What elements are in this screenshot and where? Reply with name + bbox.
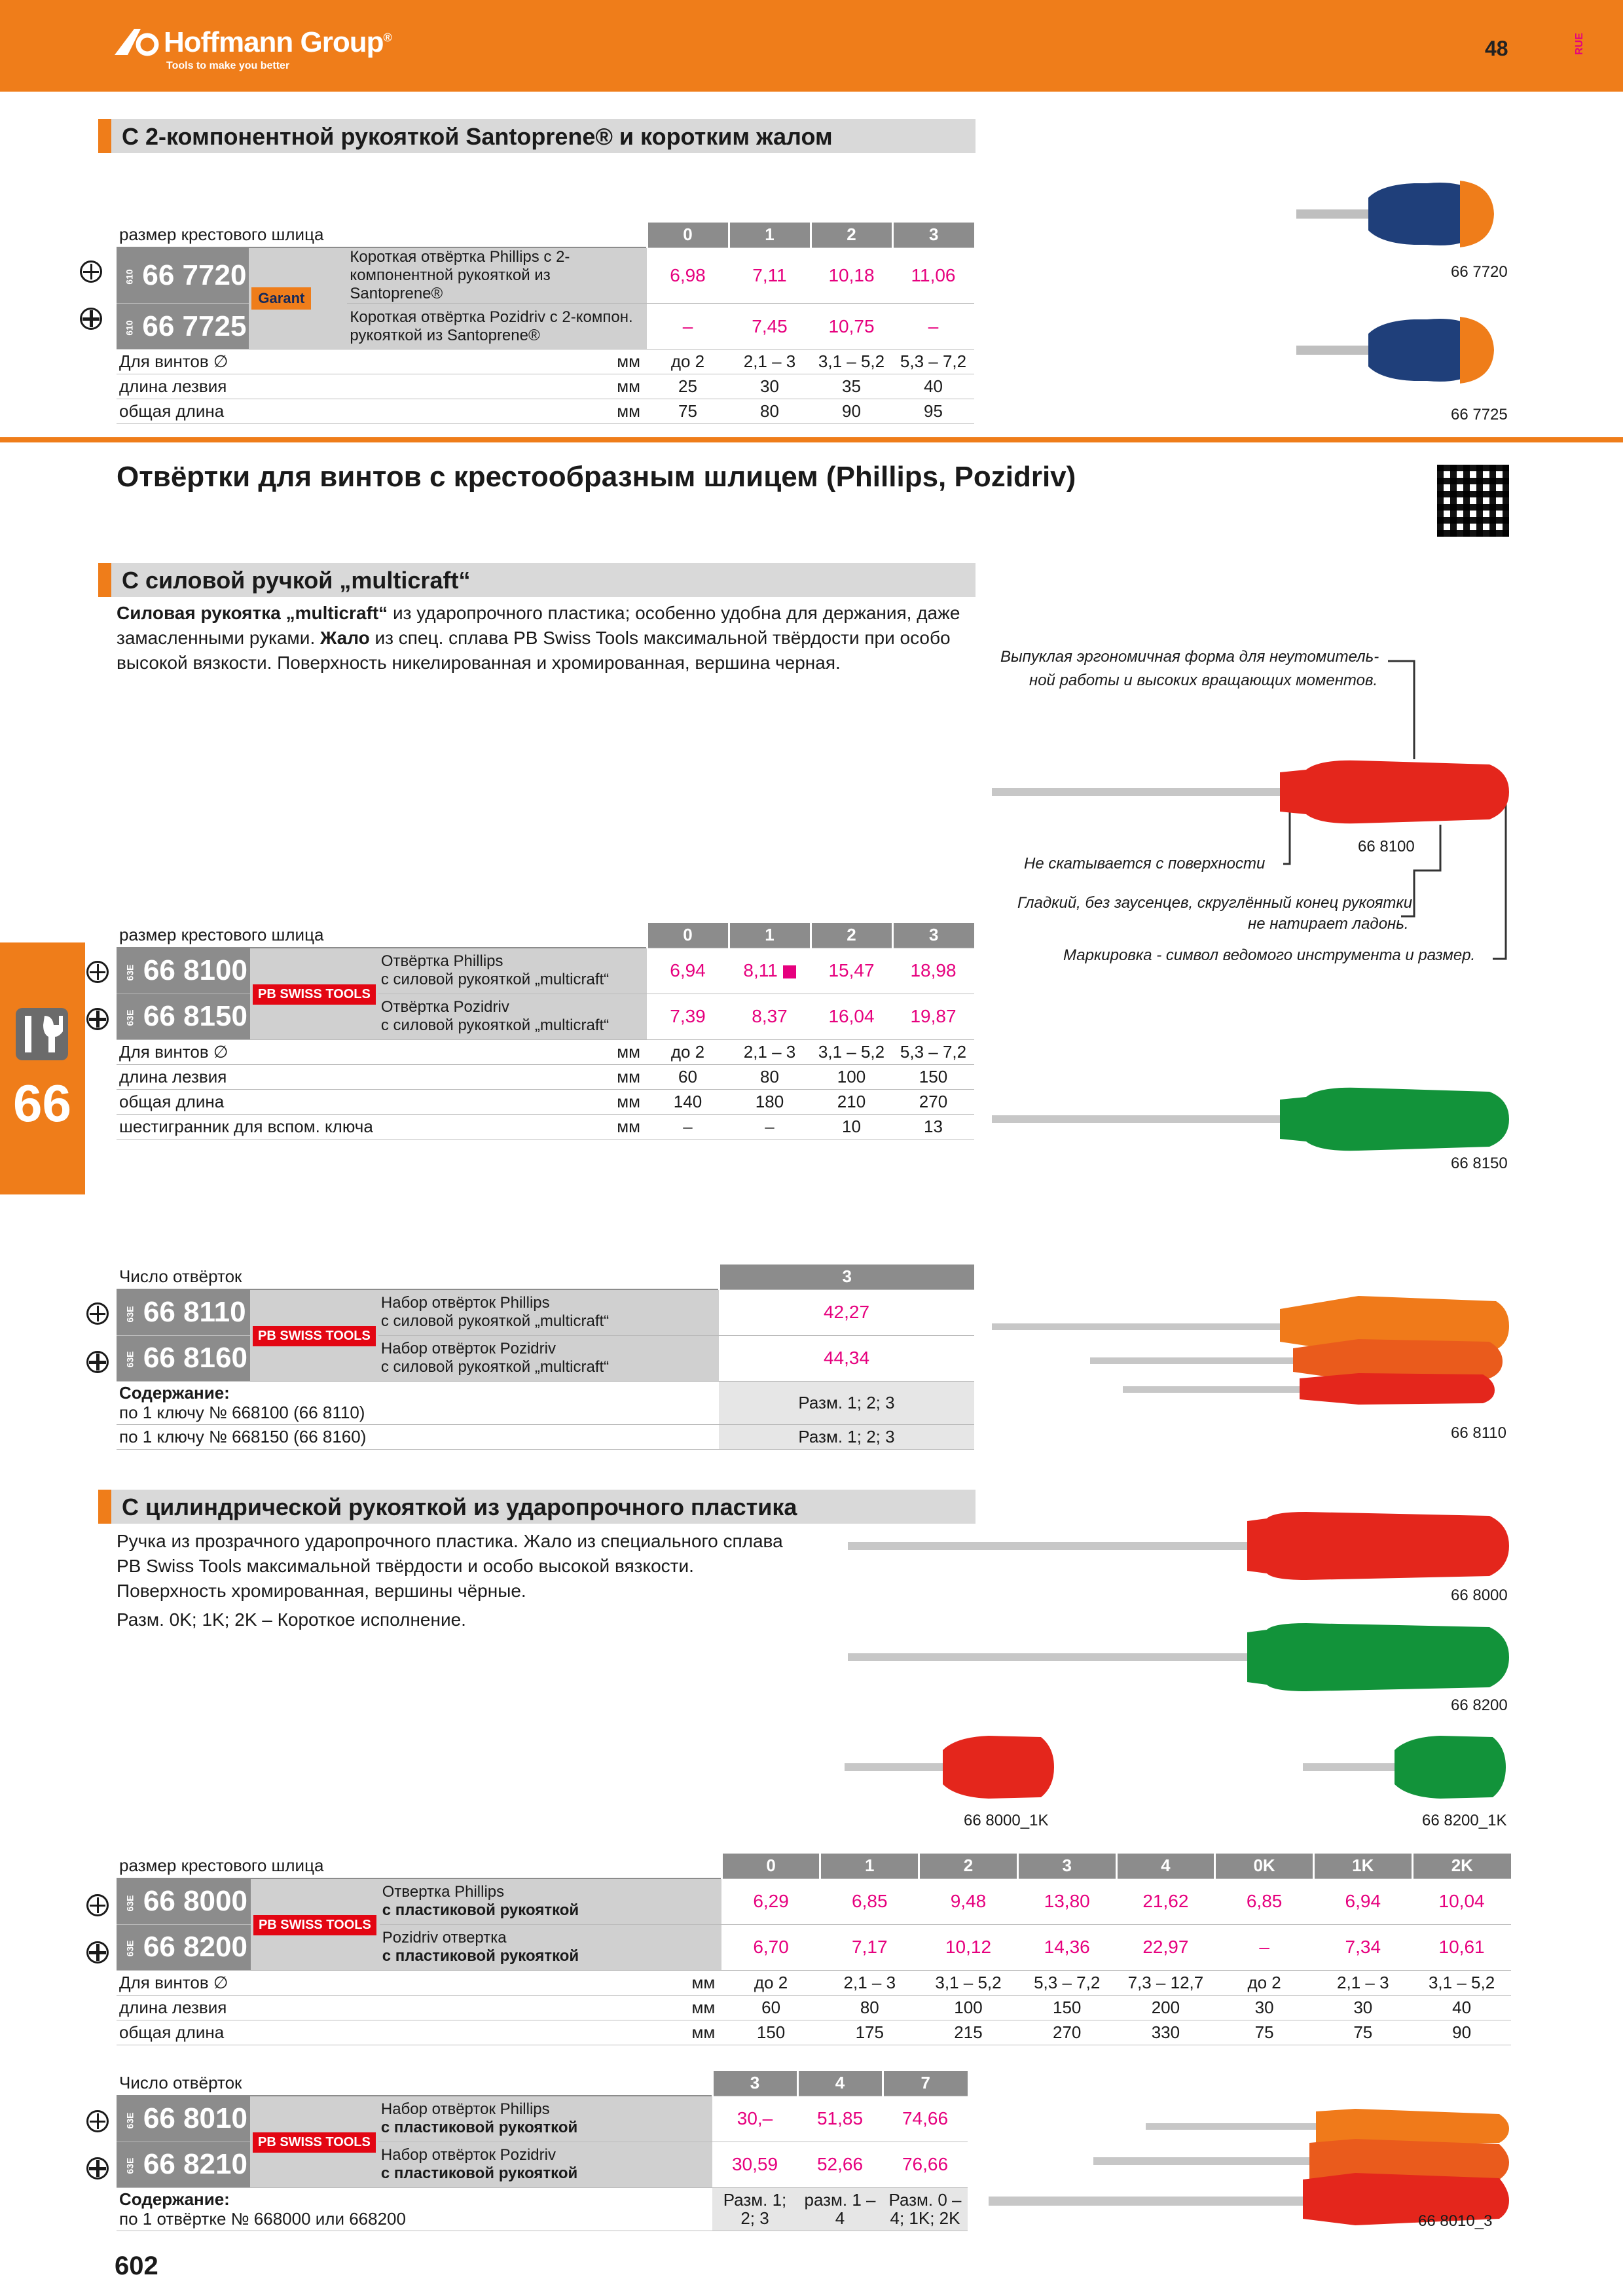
language-tag: RUE: [1574, 33, 1585, 55]
phillips-icon: [86, 2110, 109, 2132]
screwdriver-668000-1k-image: [845, 1728, 1061, 1806]
product-row[interactable]: 63E 66 8200 Pozidriv отвертка с пластиковой рукояткой 6,70 7,17 10,12 14,36 22,97 – 7,34 10,61: [117, 1924, 1511, 1970]
image-caption: 66 8000: [1451, 1587, 1508, 1604]
product-code[interactable]: 63E 66 8000: [117, 1878, 251, 1924]
product-desc: Отвёртка Phillips с силовой рукояткой „multicraft“: [378, 948, 647, 994]
contents-row: по 1 ключу № 668150 (66 8160) Разм. 1; 2; 3: [117, 1424, 974, 1449]
product-desc: Отвертка Phillips с пластиковой рукояткой: [380, 1878, 721, 1924]
image-caption: 66 8110: [1451, 1424, 1506, 1442]
section2-heading: С силовой ручкой „multicraft“: [98, 563, 976, 597]
spec-row: Для винтов ∅ мм до 2 2,1 – 3 3,1 – 5,2 5,3 – 7,2 7,3 – 12,7 до 2 2,1 – 3 3,1 – 5,2: [117, 1970, 1511, 1995]
price: 10,75: [811, 304, 892, 350]
section3-note: Разм. 0K; 1K; 2K – Короткое исполнение.: [117, 1609, 466, 1630]
size-col: 1: [729, 223, 811, 247]
pozidriv-icon: [80, 308, 102, 330]
price: –: [647, 304, 729, 350]
product-code[interactable]: 610 66 7720: [117, 247, 249, 304]
price: –: [892, 304, 974, 350]
product-row[interactable]: 63E 66 8000 PB SWISS TOOLS Отвертка Phillips с пластиковой рукояткой 6,29 6,85 9,48 13,80 21,62 6,85 6,94 10,04: [117, 1878, 1511, 1924]
page-title: Отвёртки для винтов с крестообразным шлицем (Phillips, Pozidriv): [117, 461, 1076, 493]
divider: [0, 437, 1623, 442]
pozidriv-icon: [86, 1941, 109, 1964]
pozidriv-icon: [86, 1008, 109, 1030]
chapter-number: 66: [13, 1074, 71, 1132]
product-row[interactable]: 63E 66 8150 Отвёртка Pozidriv с силовой рукояткой „multicraft“ 7,39 8,37 16,04 19,87: [117, 994, 974, 1039]
price: 7,11: [729, 247, 811, 304]
section2-set-table: Число отвёрток 3 63E 66 8110 PB SWISS TOOLS Набор отвёрток Phillips с силовой рукояткой „multicraft“ 42,27 63E 66 8160 Набор отвёрток Pozidriv с силовой рукояткой „multicraft“ 44,34 Содержание: по 1 ключу № 668100 (66 8110) Разм. 1; 2; 3 по 1 ключу № 668150 (66 8160) Разм. 1; 2; 3: [117, 1265, 974, 1450]
feature-note: не натирает ладонь.: [1248, 915, 1409, 933]
product-code[interactable]: 63E 66 8150: [117, 994, 250, 1039]
contents-row: Содержание: по 1 ключу № 668100 (66 8110) Разм. 1; 2; 3: [117, 1381, 974, 1424]
image-caption: 66 8010_3: [1418, 2212, 1493, 2230]
price: 7,45: [729, 304, 811, 350]
spec-row: Для винтов ∅ мм до 2 2,1 – 3 3,1 – 5,2 5,3 – 7,2: [117, 1039, 974, 1064]
phillips-icon: [80, 260, 102, 283]
product-row[interactable]: [117, 304, 974, 350]
size-col: 3: [892, 223, 974, 247]
pozidriv-icon: [86, 2157, 109, 2179]
qr-code-icon[interactable]: [1437, 465, 1509, 537]
brand-name: Hoffmann Group®: [164, 26, 392, 58]
product-row[interactable]: [117, 247, 974, 304]
product-code[interactable]: 63E 66 8110: [117, 1289, 250, 1335]
product-row[interactable]: 63E 66 8110 PB SWISS TOOLS Набор отвёрток Phillips с силовой рукояткой „multicraft“ 42,27: [117, 1289, 974, 1335]
pb-swiss-logo: PB SWISS TOOLS: [250, 2096, 378, 2187]
section2-description: Силовая рукоятка „multicraft“ из ударопрочного пластика; особенно удобна для держания, даже замасленными руками. Жало из спец. сплава PB Swiss Tools максимальной твёрдости при особо высокой вязкости. Поверхность никелированная и хромированная, вершина черная.: [117, 603, 960, 673]
spec-row: шестигранник для вспом. ключа мм – – 10 13: [117, 1114, 974, 1139]
screwdriver-668200-1k-image: [1303, 1728, 1512, 1806]
product-desc: Набор отвёрток Pozidriv с пластиковой рукояткой: [378, 2142, 712, 2187]
size-label: размер крестового шлица: [117, 223, 647, 247]
product-row[interactable]: 63E 66 8100 PB SWISS TOOLS Отвёртка Phillips с силовой рукояткой „multicraft“ 6,94 8,11 15,47 18,98: [117, 948, 974, 994]
size-col: 2: [811, 223, 892, 247]
spec-row: общая длина мм 140 180 210 270: [117, 1089, 974, 1114]
product-code[interactable]: 610 66 7725: [117, 304, 249, 350]
screwdriver-668200-image: [848, 1617, 1516, 1695]
product-row[interactable]: 63E 66 8210 Набор отвёрток Pozidriv с пластиковой рукояткой 30,59 52,66 76,66: [117, 2142, 968, 2187]
contents-row: Содержание: по 1 отвёртке № 668000 или 668200 Разм. 1; 2; 3 разм. 1 – 4 Разм. 0 – 4; 1K; 2K: [117, 2187, 968, 2231]
pb-swiss-logo: PB SWISS TOOLS: [250, 1289, 378, 1381]
product-code[interactable]: 63E 66 8010: [117, 2096, 250, 2142]
product-desc: Короткая отвёртка Pozidriv с 2-компон. рукояткой из Santoprene®: [347, 304, 647, 350]
feature-note: Выпуклая эргономичная форма для неутомитель-: [1000, 648, 1379, 666]
price: 6,98: [647, 247, 729, 304]
image-caption: 66 8150: [1451, 1155, 1508, 1172]
section3-description: Ручка из прозрачного ударопрочного пластика. Жало из специального сплава PB Swiss Tools максимальной твёрдости и особо высокой вязкости. Поверхность хромированная, вершины чёрные.: [117, 1531, 783, 1601]
section3-heading: С цилиндрической рукояткой из ударопрочного пластика: [98, 1490, 976, 1524]
phillips-icon: [86, 1894, 109, 1916]
section1-heading: С 2-компонентной рукояткой Santoprene® и коротким жалом: [98, 119, 976, 153]
phillips-icon: [86, 961, 109, 983]
image-caption: 66 8100: [1358, 838, 1415, 855]
product-row[interactable]: 63E 66 8160 Набор отвёрток Pozidriv с силовой рукояткой „multicraft“ 44,34: [117, 1335, 974, 1381]
product-desc: Набор отвёрток Phillips с пластиковой рукояткой: [378, 2096, 712, 2142]
product-desc: Набор отвёрток Phillips с силовой рукояткой „multicraft“: [378, 1289, 719, 1335]
spec-row: Для винтов ∅ мм до 2 2,1 – 3 3,1 – 5,2 5,3 – 7,2: [117, 350, 974, 374]
section2-table: размер крестового шлица 0 1 2 3 63E 66 8100 PB SWISS TOOLS Отвёртка Phillips с силовой рукояткой „multicraft“ 6,94 8,11 15,47 18,98 63E 66 8150 Отвёртка Pozidriv с силовой рукояткой „multicraft“ 7,39 8,37 16,04 19,87 Для винтов ∅ мм до 2 2,1 – 3 3,1 – 5,2 5,3 – 7,2 длина лезвия мм 60 80 100 150 общая длина мм 140 180 210 270 шестигранник для вспом. ключа мм – – 10 13: [117, 923, 974, 1139]
price: 11,06: [892, 247, 974, 304]
screwdriver-668100-image: [992, 753, 1516, 831]
chapter-tab[interactable]: [0, 942, 85, 1194]
price: 10,18: [811, 247, 892, 304]
screwdriver-667725-image: [1296, 308, 1506, 393]
feature-note: Не скатывается с поверхности: [1024, 855, 1266, 872]
pb-swiss-logo: PB SWISS TOOLS: [251, 1878, 380, 1970]
pb-swiss-logo: PB SWISS TOOLS: [250, 948, 378, 1039]
size-col: 0: [647, 223, 729, 247]
screwdriver-668150-image: [992, 1080, 1516, 1158]
image-caption: 66 8200: [1451, 1696, 1508, 1714]
spec-row: общая длина мм 75 80 90 95: [117, 399, 974, 424]
product-desc: Короткая отвёртка Phillips с 2-компонентной рукояткой из Santoprene®: [347, 247, 647, 304]
tools-icon: [16, 1008, 68, 1060]
spec-row: длина лезвия мм 60 80 100 150 200 30 30 40: [117, 1995, 1511, 2020]
product-code[interactable]: 63E 66 8210: [117, 2142, 250, 2187]
spec-row: общая длина мм 150 175 215 270 330 75 75 90: [117, 2020, 1511, 2045]
page-number-top: 48: [1485, 37, 1508, 60]
product-code[interactable]: 63E 66 8160: [117, 1335, 250, 1381]
spec-row: длина лезвия мм 25 30 35 40: [117, 374, 974, 399]
image-caption: 66 7725: [1451, 406, 1508, 423]
product-desc: Набор отвёрток Pozidriv с силовой рукояткой „multicraft“: [378, 1335, 719, 1381]
image-caption: 66 8000_1K: [964, 1812, 1049, 1829]
section3-table: размер крестового шлица 0 1 2 3 4 0K 1K 2K 63E 66 8000 PB SWISS TOOLS Отвертка Phillips с пластиковой рукояткой 6,29 6,85 9,48 13,80 21,62 6,85 6,94 10,04 63E 66 8200 Pozidriv отвертка с пластиковой рукояткой 6,70 7,17 10,12 14,36 22,97 – 7,34 10,61 Для винтов ∅ мм до 2 2,1 – 3 3,1 – 5,2 5,3 – 7,2 7,3 – 12,7 до 2 2,1 – 3 3,1 – 5,2 длина лезвия мм 60 80 100 150 200 30 30 40 общая длина мм 150 175 215 270 330 75 75 90: [117, 1854, 1511, 2045]
feature-note: ной работы и высоких вращающих моментов.: [1029, 672, 1378, 689]
screwdriver-668000-image: [848, 1505, 1516, 1584]
product-desc: Отвёртка Pozidriv с силовой рукояткой „multicraft“: [378, 994, 647, 1039]
product-code[interactable]: 63E 66 8200: [117, 1924, 251, 1970]
screwdriver-set-668110-image: [992, 1289, 1516, 1407]
product-row[interactable]: 63E 66 8010 PB SWISS TOOLS Набор отвёрток Phillips с пластиковой рукояткой 30,– 51,85 74,66: [117, 2096, 968, 2142]
phillips-icon: [86, 1302, 109, 1325]
section1-table: [117, 223, 974, 424]
product-desc: Pozidriv отвертка с пластиковой рукояткой: [380, 1924, 721, 1970]
image-caption: 66 7720: [1451, 263, 1508, 281]
garant-logo: Garant: [249, 247, 347, 350]
screwdriver-667720-image: [1296, 171, 1506, 257]
feature-note: Гладкий, без заусенцев, скруглённый конец рукоятки: [1017, 894, 1413, 912]
feature-note: Маркировка - символ ведомого инструмента и размер.: [1063, 946, 1476, 964]
spec-row: длина лезвия мм 60 80 100 150: [117, 1064, 974, 1089]
price-new: 8,11: [729, 948, 811, 994]
product-code[interactable]: 63E 66 8100: [117, 948, 250, 994]
hoffmann-logo-icon: [115, 25, 160, 59]
section3-set-table: Число отвёрток 3 4 7 63E 66 8010 PB SWISS TOOLS Набор отвёрток Phillips с пластиковой рукояткой 30,– 51,85 74,66 63E 66 8210 Набор отвёрток Pozidriv с пластиковой рукояткой 30,59 52,66 76,66 Содержание: по 1 отвёртке № 668000 или 668200 Разм. 1; 2; 3 разм. 1 – 4 Разм. 0 – 4; 1K; 2K: [117, 2071, 968, 2231]
page-number-bottom: 602: [115, 2251, 158, 2280]
image-caption: 66 8200_1K: [1422, 1812, 1507, 1829]
brand-tagline: Tools to make you better: [166, 60, 290, 71]
pozidriv-icon: [86, 1351, 109, 1373]
